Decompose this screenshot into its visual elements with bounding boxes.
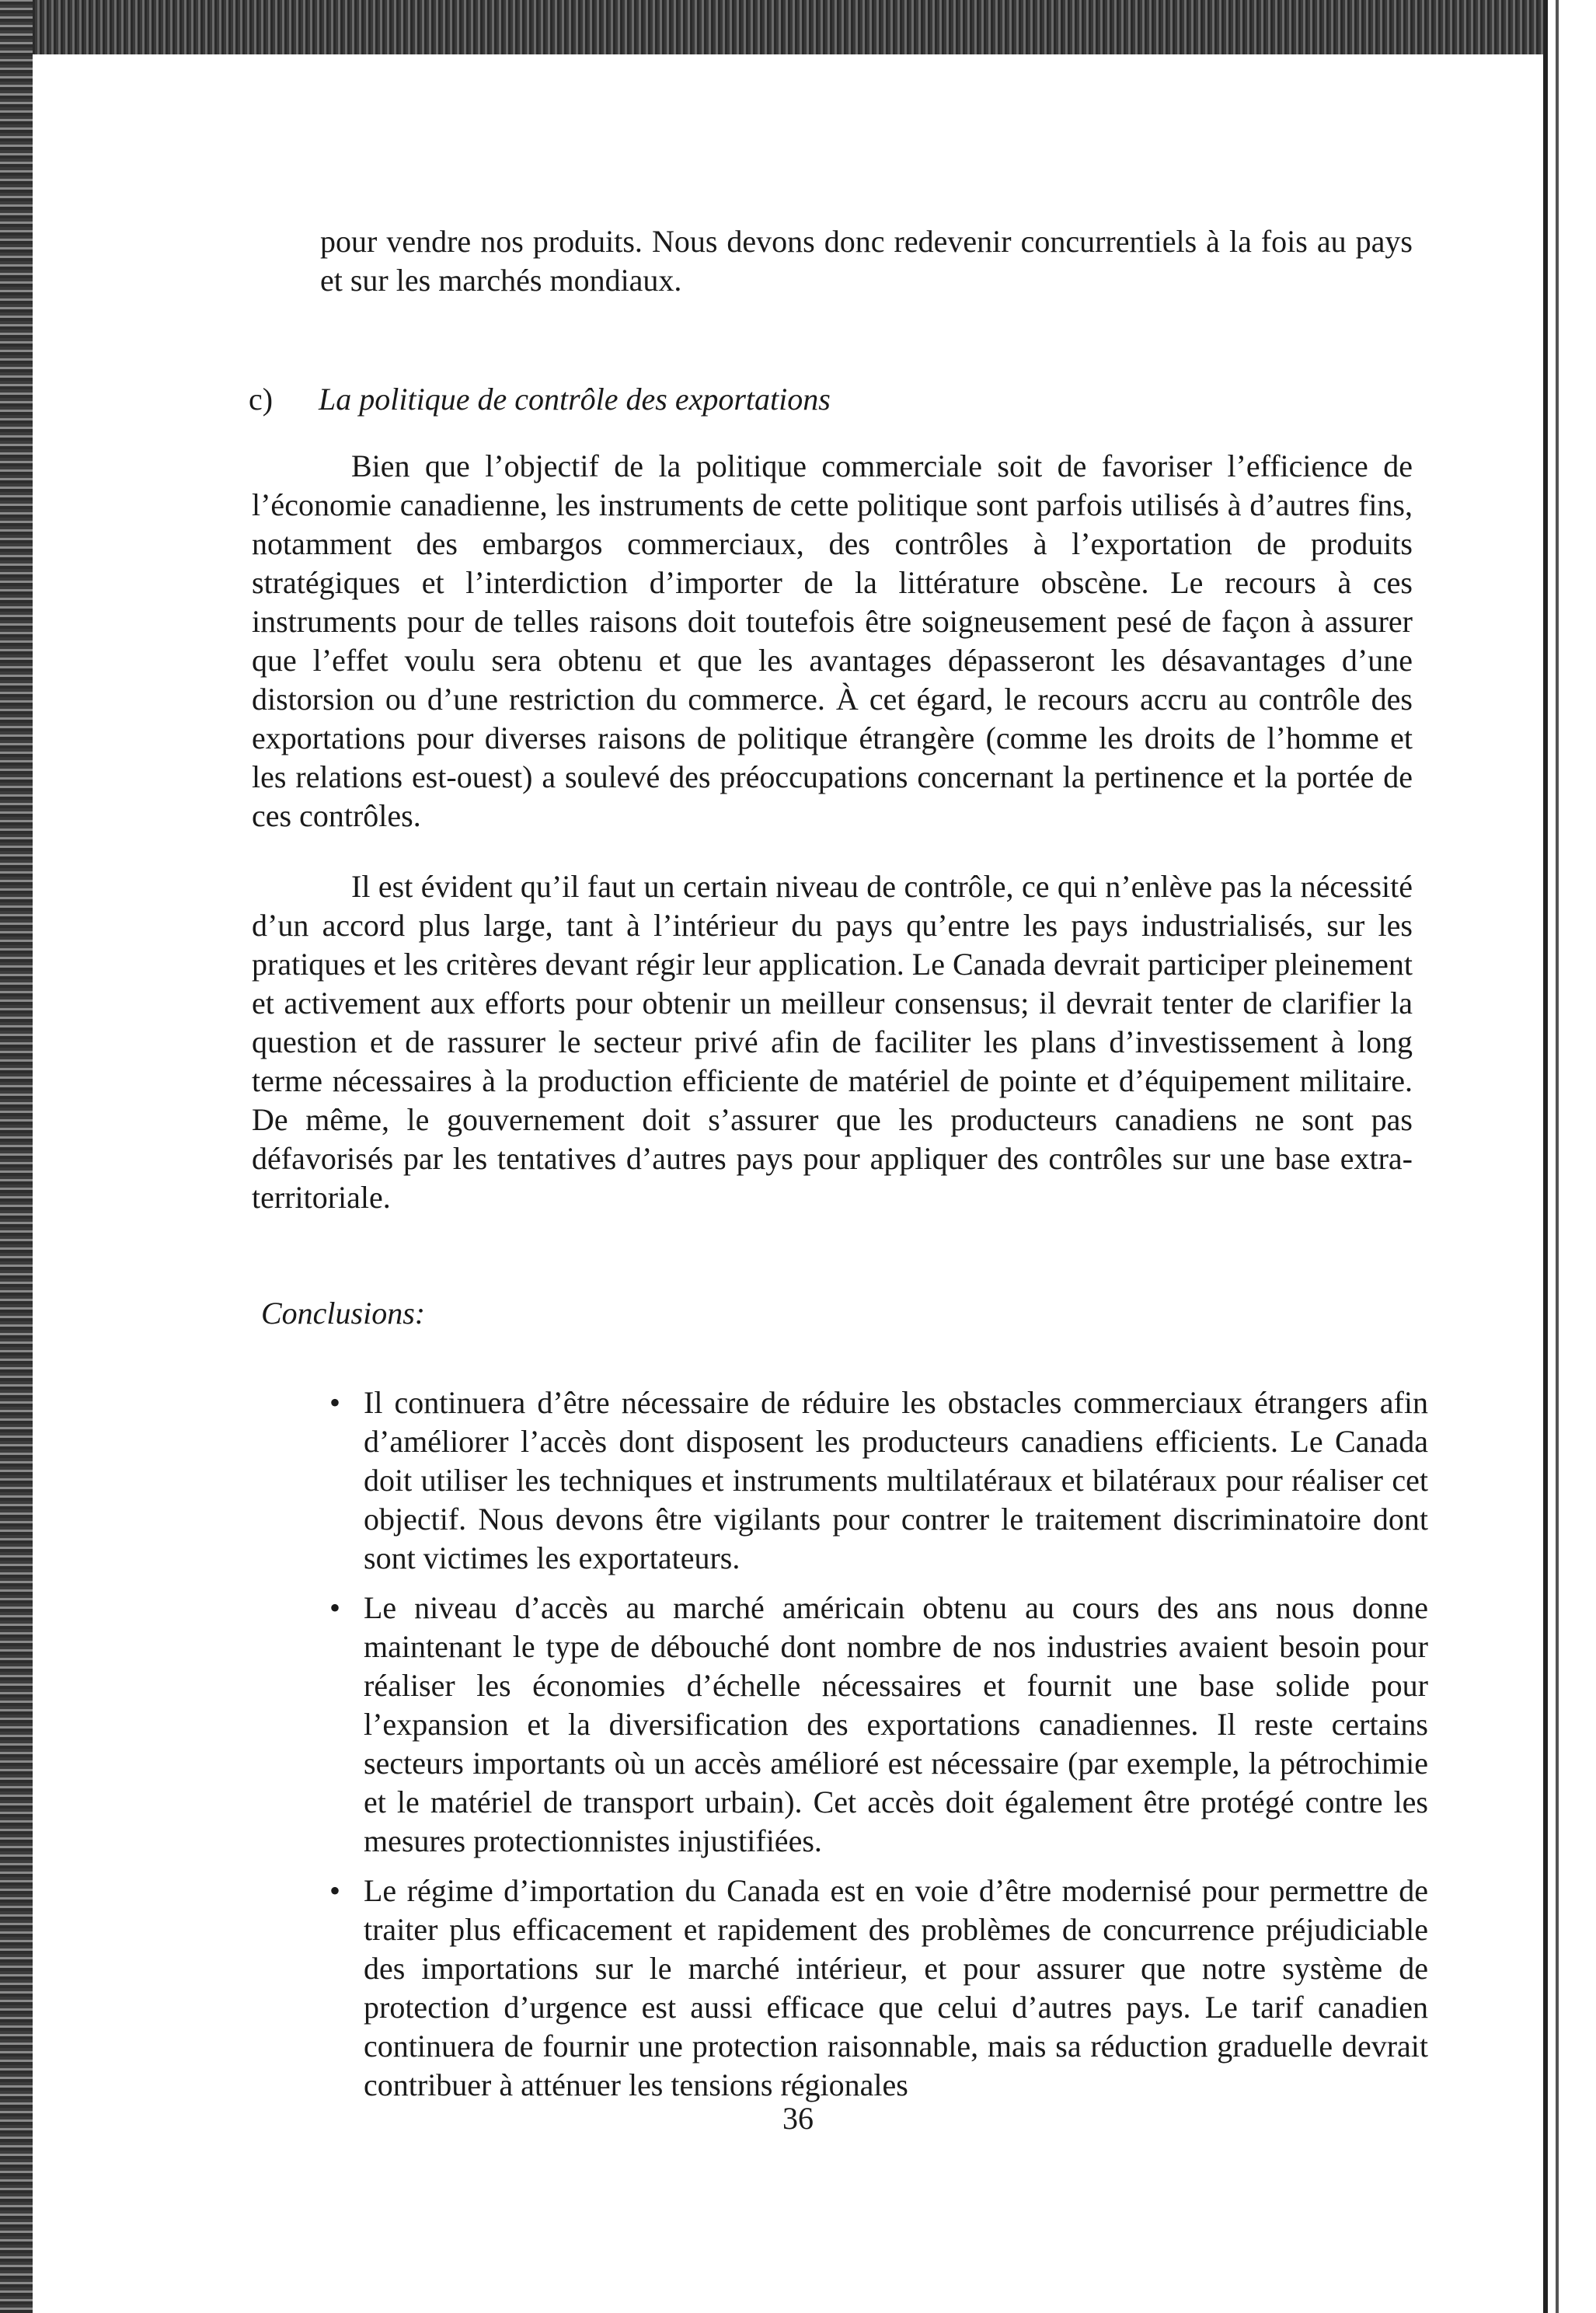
- scan-border-right: [1543, 0, 1596, 2313]
- bullet-text: Il continuera d’être nécessaire de réduire les obstacles commerciaux étrangers afin d’améliorer l’accès dont disposent les producteurs canadiens efficients. Le Canada doit utiliser les techniques et instruments multilatéraux et bilatéraux pour réaliser cet objectif. Nous devons être vigilants pour contrer le traitement discriminatoire dont sont victimes les exportateurs.: [364, 1385, 1428, 1575]
- section-title: La politique de contrôle des exportations: [319, 382, 831, 417]
- list-item: [326, 1589, 1428, 1861]
- list-item: [326, 1872, 1428, 2105]
- page-number: 36: [782, 2101, 814, 2136]
- scan-border-top: [0, 0, 1596, 54]
- bullet-text: Le niveau d’accès au marché américain obtenu au cours des ans nous donne maintenant le type de débouché dont nombre de nos industries avaient besoin pour réaliser les économies d’échelle nécessaires et fournit une base solide pour l’expansion et la diversification des exportations canadiennes. Il reste certains secteurs importants où un accès amélioré est nécessaire (par exemple, la pétrochimie et le matériel de transport urbain). Cet accès doit également être protégé contre les mesures protectionnistes injustifiées.: [364, 1590, 1428, 1858]
- section-heading: [249, 380, 831, 419]
- conclusions-list: [326, 1383, 1428, 2116]
- conclusions-heading: Conclusions:: [261, 1296, 426, 1331]
- bullet-text: Le régime d’importation du Canada est en voie d’être modernisé pour permettre de traiter plus efficacement et rapidement des problèmes de concurrence préjudiciable des importations sur le marché intérieur, et pour assurer que notre système de protection d’urgence est aussi efficace que celui d’autres pays. Le tarif canadien continuera de fournir une protection raisonnable, mais sa réduction graduelle devrait contribuer à atténuer les tensions régionales: [364, 1873, 1428, 2102]
- continuation-paragraph: pour vendre nos produits. Nous devons donc redevenir concurrentiels à la fois au pays et sur les marchés mondiaux.: [320, 224, 1413, 298]
- bullet-icon: •: [329, 1385, 341, 1420]
- bullet-icon: •: [329, 1590, 341, 1625]
- section-letter: c): [249, 382, 274, 417]
- bullet-icon: •: [329, 1873, 341, 1908]
- body-paragraph-2: Il est évident qu’il faut un certain niveau de contrôle, ce qui n’enlève pas la nécessité d’un accord plus large, tant à l’intérieur du pays qu’entre les pays industrialisés, sur les pratiques et les critères devant régir leur application. Le Canada devrait participer pleinement et activement aux efforts pour obtenir un meilleur consensus; il devrait tenter de clarifier la question et de rassurer le secteur privé afin de faciliter les plans d’investissement à long terme nécessaires à la production efficiente de matériel de pointe et d’équipement militaire. De même, le gouvernement doit s’assurer que les producteurs canadiens ne sont pas défavorisés par les tentatives d’autres pays pour appliquer des contrôles sur une base extra-territoriale.: [252, 869, 1413, 1215]
- body-paragraph-1: Bien que l’objectif de la politique commerciale soit de favoriser l’efficience de l’économie canadienne, les instruments de cette politique sont parfois utilisés à d’autres fins, notamment des embargos commerciaux, des contrôles à l’exportation de produits stratégiques et l’interdiction d’importer de la littérature obscène. Le recours à ces instruments pour de telles raisons doit toutefois être soigneusement pesé de façon à assurer que l’effet voulu sera obtenu et que les avantages dépasseront les désavantages d’une distorsion ou d’une restriction du commerce. À cet égard, le recours accru au contrôle des exportations pour diverses raisons de politique étrangère (comme les droits de l’homme et les relations est-ouest) a soulevé des préoccupations concernant la pertinence et la portée de ces contrôles.: [252, 448, 1413, 833]
- scan-border-left: [0, 0, 33, 2313]
- list-item: [326, 1383, 1428, 1578]
